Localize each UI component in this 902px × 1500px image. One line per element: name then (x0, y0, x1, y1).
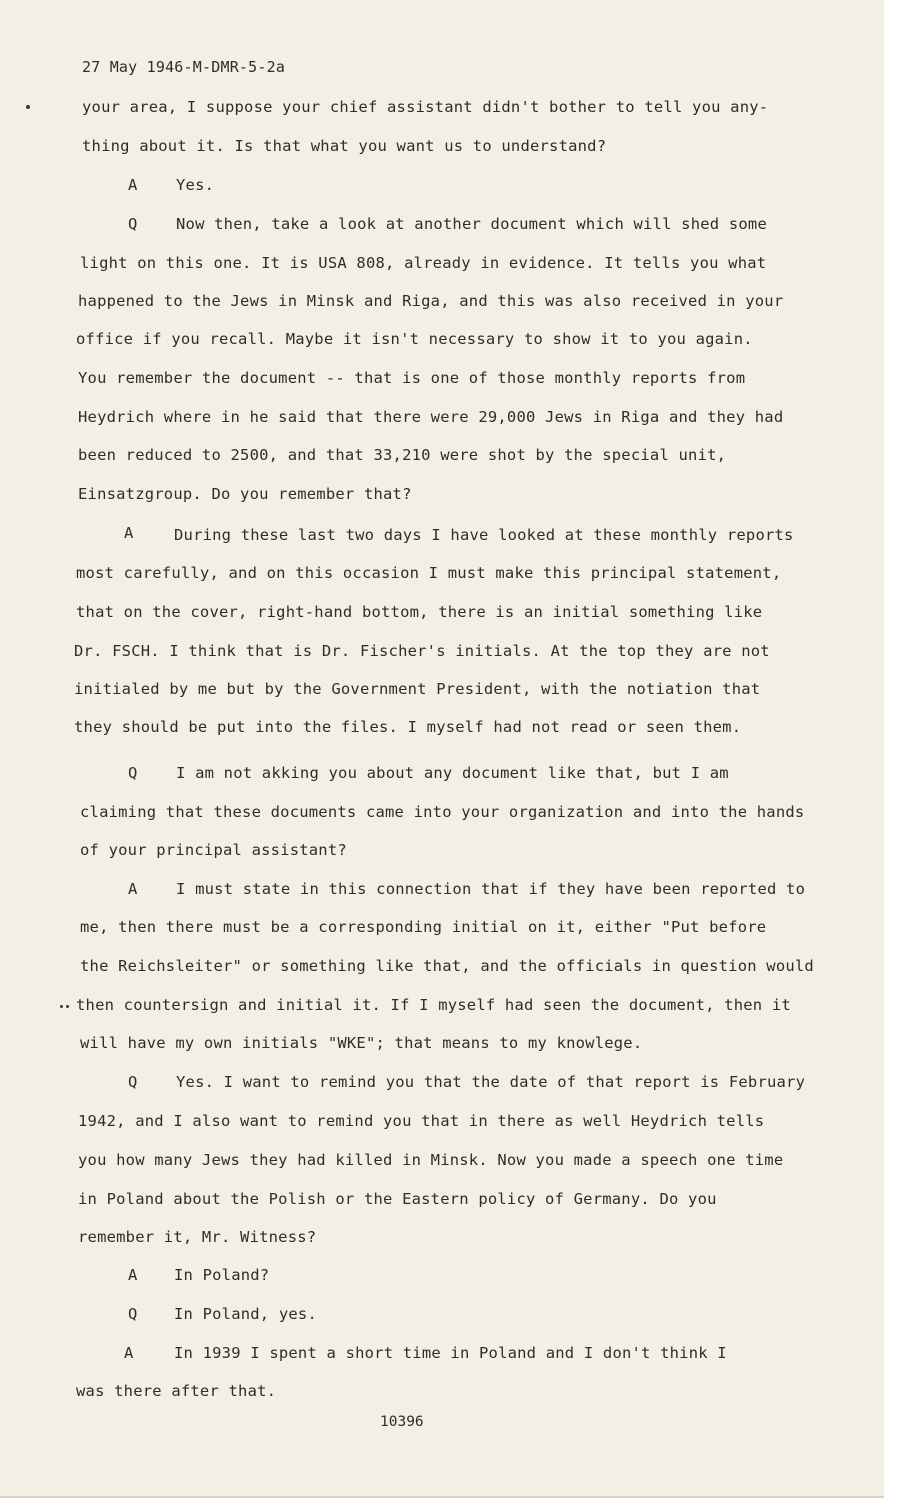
speaker-q: Q (128, 1305, 138, 1323)
page-number: 10396 (380, 1414, 424, 1430)
text-line: me, then there must be a corresponding initial on it, either "Put before (80, 918, 767, 936)
text-line: most carefully, and on this occasion I must make this principal statement, (76, 564, 782, 582)
text-line: Yes. I want to remind you that the date of that report is February (176, 1073, 806, 1091)
text-line: I must state in this connection that if they have been reported to (176, 880, 806, 898)
margin-dot (60, 1005, 63, 1008)
speaker-a: A (124, 1344, 134, 1362)
text-line: in Poland about the Polish or the Eastern policy of Germany. Do you (78, 1190, 717, 1208)
text-line: Einsatzgroup. Do you remember that? (78, 485, 412, 503)
text-line: you how many Jews they had killed in Minsk. Now you made a speech one time (78, 1151, 784, 1169)
text-line: I am not akking you about any document like that, but I am (176, 764, 729, 782)
text-line: In Poland, yes. (174, 1305, 317, 1323)
text-line: initialed by me but by the Government President, with the notiation that (74, 680, 761, 698)
text-line: office if you recall. Maybe it isn't necessary to show it to you again. (76, 330, 753, 348)
text-line: happened to the Jews in Minsk and Riga, and this was also received in your (78, 292, 784, 310)
text-line: claiming that these documents came into your organization and into the hands (80, 803, 805, 821)
text-line: then countersign and initial it. If I myself had seen the document, then it (76, 996, 791, 1014)
text-line: light on this one. It is USA 808, already in evidence. It tells you what (80, 254, 767, 272)
text-line: your area, I suppose your chief assistant didn't bother to tell you any- (82, 98, 769, 116)
text-line: Dr. FSCH. I think that is Dr. Fischer's initials. At the top they are not (74, 642, 770, 660)
text-line: will have my own initials "WKE"; that means to my knowlege. (80, 1034, 643, 1052)
text-line: they should be put into the files. I myself had not read or seen them. (74, 718, 742, 736)
speaker-a: A (128, 880, 138, 898)
scan-border (884, 0, 902, 1500)
text-line: You remember the document -- that is one of those monthly reports from (78, 369, 746, 387)
text-line: Yes. (176, 176, 215, 194)
text-line: 1942, and I also want to remind you that in there as well Heydrich tells (78, 1112, 765, 1130)
text-line: the Reichsleiter" or something like that, and the officials in question would (80, 957, 814, 975)
text-line: that on the cover, right-hand bottom, there is an initial something like (76, 603, 763, 621)
text-line: During these last two days I have looked at these monthly reports (174, 526, 794, 544)
speaker-a: A (128, 1266, 138, 1284)
text-line: Now then, take a look at another document which will shed some (176, 215, 767, 233)
text-line: remember it, Mr. Witness? (78, 1228, 317, 1246)
document-header: 27 May 1946-M-DMR-5-2a (82, 58, 286, 76)
text-line: been reduced to 2500, and that 33,210 were shot by the special unit, (78, 446, 727, 464)
text-line: was there after that. (76, 1382, 277, 1400)
text-line: In Poland? (174, 1266, 270, 1284)
speaker-q: Q (128, 764, 138, 782)
text-line: of your principal assistant? (80, 841, 347, 859)
text-line: In 1939 I spent a short time in Poland and I don't think I (174, 1344, 727, 1362)
margin-dot (26, 105, 30, 109)
speaker-q: Q (128, 1073, 138, 1091)
text-line: thing about it. Is that what you want us to understand? (82, 137, 607, 155)
text-line: Heydrich where in he said that there were 29,000 Jews in Riga and they had (78, 408, 784, 426)
speaker-a: A (128, 176, 138, 194)
speaker-q: Q (128, 215, 138, 233)
margin-dot (66, 1005, 69, 1008)
speaker-a: A (124, 524, 134, 542)
